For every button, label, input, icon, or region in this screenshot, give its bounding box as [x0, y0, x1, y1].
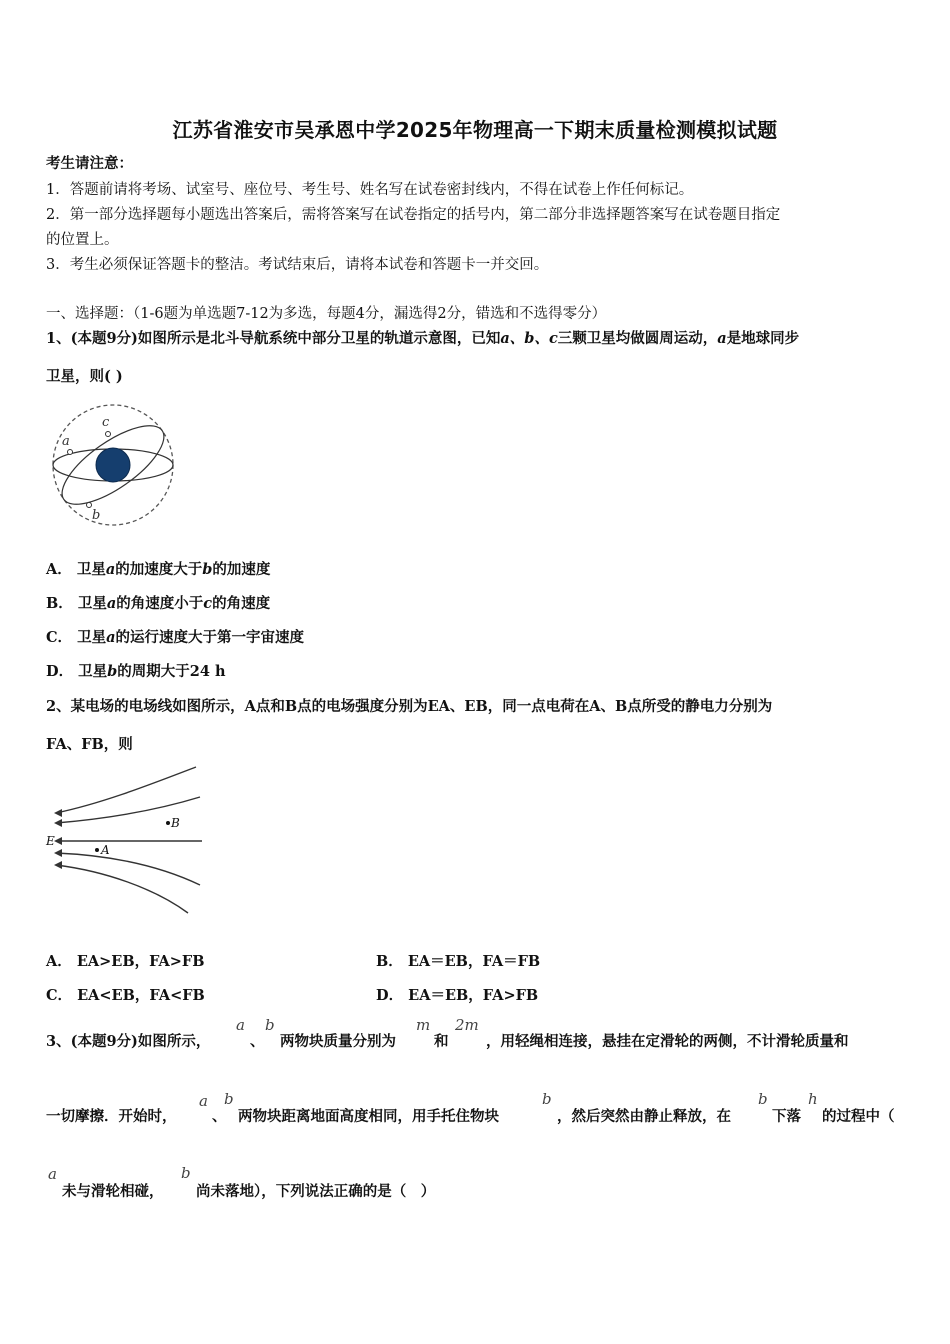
q1-option-d: D． 卫星b的周期大于24 h [46, 663, 226, 680]
q3-line2-var-h: h [808, 1090, 818, 1108]
notice-item-2: 2．第一部分选择题每小题选出答案后，需将答案写在试卷指定的括号内，第二部分非选择题答案写在试卷题目指定 [46, 207, 781, 223]
q3-line2-text-2: 两物块距离地面高度相同，用手托住物块 [238, 1108, 499, 1125]
q1-option-c: C． 卫星a的运行速度大于第一宇宙速度 [46, 629, 305, 646]
electric-field-diagram [44, 763, 209, 918]
q3-var-b: b [265, 1016, 275, 1034]
q3-prefix: 3、(本题9分)如图所示， [46, 1033, 211, 1050]
q3-line2-var-a: a [199, 1092, 208, 1110]
q2-option-c: C． EA<EB，FA<FB [46, 987, 205, 1004]
notice-heading: 考生请注意： [46, 155, 133, 172]
field-label-e: E [46, 834, 55, 848]
q1-option-b: B． 卫星a的角速度小于c的角速度 [46, 595, 271, 612]
q3-line3-var-b: b [181, 1164, 191, 1182]
notice-item-3: 3．考生必须保证答题卡的整洁。考试结束后，请将本试卷和答题卡一并交回。 [46, 257, 549, 273]
q2-option-b: B． EA＝EB，FA＝FB [376, 953, 541, 970]
q2-option-d: D． EA＝EB，FA>FB [376, 987, 539, 1004]
q2-option-a: A． EA>EB，FA>FB [46, 953, 205, 970]
field-label-a: A [101, 843, 110, 857]
q3-text-2: ，用轻绳相连接，悬挂在定滑轮的两侧，不计滑轮质量和 [486, 1033, 849, 1050]
field-label-b: B [171, 816, 180, 830]
section-heading: 一、选择题：（1-6题为单选题7-12为多选，每题4分，漏选得2分，错选和不选得零分） [46, 306, 607, 322]
q1-option-a: A． 卫星a的加速度大于b的加速度 [46, 561, 271, 578]
q1-stem-line1: 1、(本题9分)如图所示是北斗导航系统中部分卫星的轨道示意图，已知a、b、c三颗卫星均做圆周运动，a是地球同步 [46, 330, 800, 347]
orbit-label-a: a [62, 434, 70, 449]
q3-line2-var-b2: b [542, 1090, 552, 1108]
q3-line2-text-5: 的过程中（ [822, 1108, 895, 1125]
q3-and: 和 [434, 1033, 449, 1050]
q3-var-a: a [236, 1016, 245, 1034]
q3-line2-sep: 、 [212, 1108, 227, 1125]
notice-item-1: 1．答题前请将考场、试室号、座位号、考生号、姓名写在试卷密封线内，不得在试卷上作任何标记。 [46, 182, 694, 198]
orbit-label-c: c [102, 415, 110, 430]
q3-line2-text-1: 一切摩擦．开始时， [46, 1108, 177, 1125]
q3-line3-text-2: 尚未落地），下列说法正确的是（ ） [196, 1183, 436, 1200]
q3-var-2m: 2m [455, 1016, 479, 1034]
q3-line3-var-a: a [48, 1165, 57, 1183]
q3-text-1: 两物块质量分别为 [280, 1033, 396, 1050]
page-title: 江苏省淮安市吴承恩中学2025年物理高一下期末质量检测模拟试题 [172, 118, 778, 142]
q3-line2-text-3: ，然后突然由静止释放，在 [557, 1108, 731, 1125]
q2-stem-line1: 2、某电场的电场线如图所示，A点和B点的电场强度分别为EA、EB，同一点电荷在A、B点所受的静电力分别为 [46, 698, 773, 715]
notice-item-2-cont: 的位置上。 [46, 232, 119, 248]
q3-var-m: m [416, 1016, 431, 1034]
q3-line2-text-4: 下落 [772, 1108, 801, 1125]
q3-line2-var-b: b [224, 1090, 234, 1108]
q3-sep-1: 、 [250, 1033, 265, 1050]
satellite-orbit-diagram [48, 402, 178, 530]
q3-line2-var-b3: b [758, 1090, 768, 1108]
q1-stem-line2: 卫星，则( ) [46, 368, 123, 385]
orbit-label-b: b [92, 508, 101, 523]
q3-line3-text-1: 未与滑轮相碰， [62, 1183, 164, 1200]
q2-stem-line2: FA、FB，则 [46, 736, 133, 753]
